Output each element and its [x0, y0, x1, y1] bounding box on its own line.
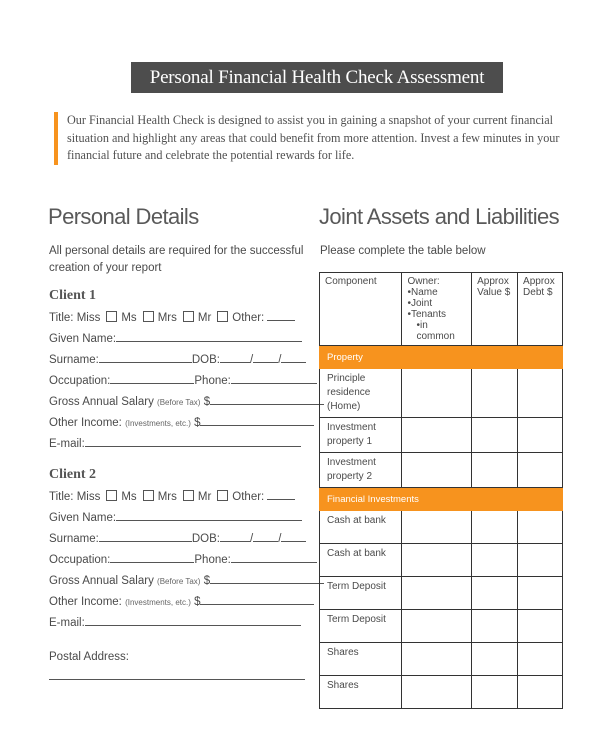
phone-label: Phone: — [194, 375, 231, 387]
mrs-checkbox[interactable] — [143, 490, 154, 501]
owner-header — [402, 273, 472, 346]
table-row — [320, 643, 563, 676]
component-cell: Cash at bank — [320, 544, 402, 577]
email-field[interactable] — [85, 436, 301, 447]
ms-label: Ms — [121, 491, 137, 503]
client-1-other-income-row — [49, 415, 314, 431]
financial-section-row — [320, 488, 563, 511]
value-cell[interactable] — [472, 610, 518, 643]
mr-label: Mr — [197, 491, 212, 503]
dob-label: DOB: — [191, 354, 220, 366]
other-income-dollar: $ — [194, 417, 201, 429]
component-header: Component — [320, 273, 402, 346]
debt-cell[interactable] — [518, 418, 563, 453]
table-row — [320, 544, 563, 577]
owner-cell[interactable] — [402, 369, 472, 418]
client-2-given-row — [49, 510, 302, 526]
other-income-field[interactable] — [200, 594, 314, 605]
assets-liabilities-table — [319, 272, 563, 709]
personal-details-heading: Personal Details — [48, 204, 199, 229]
salary-field[interactable] — [210, 573, 324, 584]
given-name-field[interactable] — [116, 510, 302, 521]
value-cell[interactable] — [472, 577, 518, 610]
mr-label: Mr — [197, 312, 212, 324]
title-label: Title: — [49, 312, 74, 324]
other-checkbox[interactable] — [217, 311, 228, 322]
email-label: E-mail: — [49, 617, 85, 629]
client-2-email-row — [49, 615, 301, 631]
owner-cell[interactable] — [402, 643, 472, 676]
table-row — [320, 453, 563, 488]
ms-checkbox[interactable] — [106, 490, 117, 501]
owner-cell[interactable] — [402, 676, 472, 709]
postal-address-field[interactable] — [49, 679, 305, 680]
dob-year-field[interactable] — [281, 531, 306, 542]
client-1-email-row — [49, 436, 301, 452]
given-name-label: Given Name: — [49, 512, 117, 524]
client-2-title-row — [49, 489, 295, 505]
personal-details-note: All personal details are required for the successful creation of your report — [49, 245, 304, 274]
financial-section-label: Financial Investments — [320, 488, 563, 511]
owner-option-name: • Name — [407, 287, 466, 298]
owner-option-joint: • Joint — [407, 298, 466, 309]
table-header-row — [320, 273, 563, 346]
client-1-salary-row — [49, 394, 324, 410]
salary-label: Gross Annual Salary — [49, 396, 154, 408]
component-cell: Principle residence (Home) — [320, 369, 402, 418]
other-income-label: Other Income: — [49, 417, 122, 429]
client-1-heading: Client 1 — [49, 288, 97, 303]
component-cell: Cash at bank — [320, 511, 402, 544]
property-section-row — [320, 346, 563, 369]
table-row — [320, 610, 563, 643]
client-2-occupation-row — [49, 552, 317, 568]
salary-dollar: $ — [203, 575, 211, 587]
joint-assets-heading: Joint Assets and Liabilities — [319, 204, 560, 229]
table-row — [320, 511, 563, 544]
debt-cell[interactable] — [518, 577, 563, 610]
surname-field[interactable] — [99, 531, 192, 542]
other-income-field[interactable] — [200, 415, 314, 426]
client-1-occupation-row — [49, 373, 317, 389]
given-name-label: Given Name: — [49, 333, 117, 345]
client-2-heading: Client 2 — [49, 467, 97, 482]
owner-cell[interactable] — [402, 453, 472, 488]
table-instruction: Please complete the table below — [320, 245, 486, 257]
surname-label: Surname: — [49, 533, 99, 545]
owner-cell[interactable] — [402, 577, 472, 610]
owner-cell[interactable] — [402, 610, 472, 643]
other-title-field[interactable] — [267, 310, 295, 321]
other-label: Other: — [232, 312, 265, 324]
debt-cell[interactable] — [518, 610, 563, 643]
dob-separator: / — [278, 354, 282, 366]
client-2-other-income-row — [49, 594, 314, 610]
mrs-label: Mrs — [157, 491, 177, 503]
email-label: E-mail: — [49, 438, 85, 450]
salary-label: Gross Annual Salary — [49, 575, 154, 587]
dob-day-field[interactable] — [220, 352, 250, 363]
other-income-dollar: $ — [194, 596, 201, 608]
miss-label: Miss — [76, 491, 101, 503]
dob-separator: / — [278, 533, 282, 545]
dob-separator: / — [249, 533, 254, 545]
component-cell: Term Deposit — [320, 610, 402, 643]
other-label: Other: — [232, 491, 265, 503]
table-row — [320, 418, 563, 453]
table-row — [320, 369, 563, 418]
ms-label: Ms — [121, 312, 137, 324]
approx-debt-header: Approx Debt $ — [518, 273, 563, 346]
value-cell[interactable] — [472, 418, 518, 453]
owner-header-label: Owner: — [407, 276, 440, 287]
ms-checkbox[interactable] — [106, 311, 117, 322]
salary-field[interactable] — [210, 394, 324, 405]
debt-cell[interactable] — [518, 544, 563, 577]
page-title: Personal Financial Health Check Assessment — [131, 62, 503, 93]
title-label: Title: — [49, 491, 74, 503]
dob-month-field[interactable] — [253, 352, 278, 363]
component-cell: Shares — [320, 643, 402, 676]
other-income-note: (Investments, etc.) — [125, 419, 191, 428]
component-cell: Shares — [320, 676, 402, 709]
owner-cell[interactable] — [402, 511, 472, 544]
owner-cell[interactable] — [402, 418, 472, 453]
debt-cell[interactable] — [518, 369, 563, 418]
surname-field[interactable] — [99, 352, 192, 363]
table-row — [320, 577, 563, 610]
value-cell[interactable] — [472, 453, 518, 488]
mrs-checkbox[interactable] — [143, 311, 154, 322]
occupation-label: Occupation: — [49, 554, 111, 566]
phone-label: Phone: — [194, 554, 231, 566]
debt-cell[interactable] — [518, 676, 563, 709]
value-cell[interactable] — [472, 676, 518, 709]
debt-cell[interactable] — [518, 643, 563, 676]
debt-cell[interactable] — [518, 511, 563, 544]
miss-label: Miss — [76, 312, 101, 324]
value-cell[interactable] — [472, 369, 518, 418]
salary-note: (Before Tax) — [157, 577, 201, 586]
dob-label: DOB: — [191, 533, 220, 545]
dob-separator: / — [249, 354, 254, 366]
postal-address-label: Postal Address: — [49, 651, 129, 663]
other-title-field[interactable] — [267, 489, 295, 500]
client-1-title-row — [49, 310, 295, 326]
mr-checkbox[interactable] — [183, 311, 194, 322]
client-2-surname-row — [49, 531, 306, 547]
occupation-label: Occupation: — [49, 375, 111, 387]
component-cell: Investment property 2 — [320, 453, 402, 488]
component-cell: Investment property 1 — [320, 418, 402, 453]
client-1-surname-row — [49, 352, 306, 368]
occupation-field[interactable] — [110, 373, 194, 384]
dob-month-field[interactable] — [253, 531, 278, 542]
intro-paragraph: Our Financial Health Check is designed to assist you in gaining a snapshot of your current financial situation and highlight any areas that could benefit from more attention. Invest a few minutes in your financial future and celebrate the potential rewards for life. — [54, 112, 564, 165]
salary-dollar: $ — [203, 396, 211, 408]
debt-cell[interactable] — [518, 453, 563, 488]
property-section-label: Property — [320, 346, 563, 369]
owner-option-tenants: • Tenants — [407, 309, 466, 320]
client-1-given-row — [49, 331, 302, 347]
dob-year-field[interactable] — [281, 352, 306, 363]
phone-field[interactable] — [231, 373, 317, 384]
other-income-label: Other Income: — [49, 596, 122, 608]
surname-label: Surname: — [49, 354, 99, 366]
value-cell[interactable] — [472, 643, 518, 676]
component-cell: Term Deposit — [320, 577, 402, 610]
occupation-field[interactable] — [110, 552, 194, 563]
approx-value-header: Approx Value $ — [472, 273, 518, 346]
owner-options — [407, 287, 466, 342]
client-2-salary-row — [49, 573, 324, 589]
salary-note: (Before Tax) — [157, 398, 201, 407]
owner-option-tenants-cont: • in common — [407, 320, 466, 342]
owner-cell[interactable] — [402, 544, 472, 577]
table-row — [320, 676, 563, 709]
other-income-note: (Investments, etc.) — [125, 598, 191, 607]
value-cell[interactable] — [472, 544, 518, 577]
other-checkbox[interactable] — [217, 490, 228, 501]
mrs-label: Mrs — [157, 312, 177, 324]
dob-day-field[interactable] — [220, 531, 250, 542]
email-field[interactable] — [85, 615, 301, 626]
given-name-field[interactable] — [116, 331, 302, 342]
mr-checkbox[interactable] — [183, 490, 194, 501]
phone-field[interactable] — [231, 552, 317, 563]
value-cell[interactable] — [472, 511, 518, 544]
